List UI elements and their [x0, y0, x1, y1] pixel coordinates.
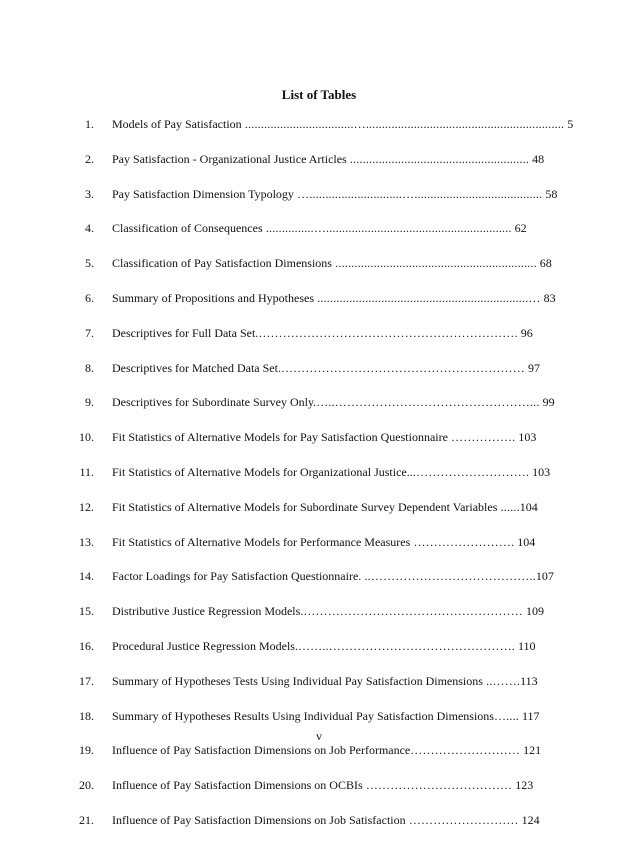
toc-entry-text: [112, 185, 562, 203]
toc-entry-text: [112, 289, 562, 307]
toc-entry-title: Fit Statistics of Alternative Models for Pay Satisfaction Questionnaire: [112, 430, 448, 445]
toc-entry-leader: ……..……………………………………….: [297, 638, 515, 653]
toc-row: [0, 393, 638, 428]
toc-entry-title: Influence of Pay Satisfaction Dimensions on Job Performance: [112, 743, 411, 758]
toc-entry-number: 12.: [79, 499, 94, 514]
toc-entry-number: 13.: [79, 534, 94, 549]
toc-entry-leader: …………………….: [410, 534, 515, 549]
toc-entry-page: 62: [511, 221, 527, 236]
toc-entry-title: Models of Pay Satisfaction: [112, 117, 242, 131]
page-number: v: [316, 729, 322, 743]
toc-entry-leader: ..…………………………………..: [361, 569, 536, 584]
toc-entry-text: [112, 498, 562, 516]
toc-entry-title: Fit Statistics of Alternative Models for Performance Measures: [112, 534, 411, 549]
toc-entry-text: [112, 776, 562, 794]
toc-row: [0, 219, 638, 254]
toc-row: [0, 533, 638, 568]
toc-row: [0, 115, 638, 150]
toc-entry-number: 6.: [85, 290, 94, 305]
toc-entry-title: Descriptives for Full Data Set.: [112, 325, 259, 340]
toc-entry-title: Descriptives for Matched Data Set.: [112, 360, 281, 375]
toc-entry-leader: ........................................................: [346, 151, 530, 166]
toc-entry-title: Classification of Pay Satisfaction Dimensions: [112, 256, 332, 271]
toc-entry-leader: ………………………: [410, 743, 521, 758]
toc-row: [0, 602, 638, 637]
toc-entry-leader: ..……………………….: [409, 464, 530, 479]
toc-entry-page: 117: [518, 708, 540, 723]
toc-entry-leader: …..…………………………………………...: [316, 395, 540, 410]
toc-entry-number: 2.: [85, 151, 94, 166]
toc-entry-page: 121: [520, 743, 542, 758]
toc-entry-number: 5.: [85, 256, 94, 271]
toc-entry-text: [112, 707, 562, 725]
toc-entry-leader: ……………………………………………………….: [258, 325, 518, 340]
toc-entry-number: 11.: [79, 464, 94, 479]
toc-row: [0, 567, 638, 602]
toc-row: [0, 185, 638, 220]
toc-entry-page: 113: [520, 673, 538, 688]
toc-entry-title: Pay Satisfaction - Organizational Justice Articles: [112, 151, 347, 166]
toc-entry-page: 124: [518, 812, 540, 827]
toc-entry-leader: …....: [493, 708, 519, 723]
toc-entry-title: Influence of Pay Satisfaction Dimensions on Job Satisfaction: [112, 812, 406, 827]
toc-entry-text: [112, 741, 562, 759]
toc-entry-page: 107: [535, 569, 554, 584]
toc-entry-leader: ………………………: [405, 812, 519, 827]
toc-entry-number: 1.: [85, 117, 94, 131]
toc-row: [0, 811, 638, 846]
toc-entry-leader: ………………………………………………: [303, 604, 523, 619]
toc-entry-page: 83: [540, 290, 556, 305]
toc-entry-text: [112, 428, 562, 446]
toc-row: [0, 741, 638, 776]
toc-entry-text: [112, 637, 562, 655]
toc-row: [0, 672, 638, 707]
toc-entry-number: 14.: [79, 569, 94, 584]
toc-entry-leader: ...............…..........................................................: [262, 221, 512, 236]
toc-row: [0, 254, 638, 289]
toc-entry-number: 20.: [79, 778, 94, 793]
toc-entry-number: 8.: [85, 360, 94, 375]
toc-entry-number: 9.: [85, 395, 94, 410]
toc-entry-number: 4.: [85, 221, 94, 236]
toc-row: [0, 359, 638, 394]
toc-entry-title: Distributive Justice Regression Models.: [112, 604, 304, 619]
toc-row: [0, 463, 638, 498]
toc-entry-number: 15.: [79, 604, 94, 619]
toc-row: [0, 637, 638, 672]
toc-entry-number: 18.: [79, 708, 94, 723]
toc-entry-text: [112, 463, 562, 481]
toc-entry-leader: ………………………………: [362, 778, 513, 793]
toc-entry-page: 99: [539, 395, 555, 410]
toc-entry-title: Influence of Pay Satisfaction Dimensions on OCBIs: [112, 778, 363, 793]
toc-entry-page: 97: [524, 360, 540, 375]
toc-entry-title: Summary of Hypotheses Tests Using Individual Pay Satisfaction Dimensions: [112, 673, 483, 688]
toc-entry-leader: ……………………………………………………: [280, 360, 525, 375]
toc-entry-text: [112, 219, 562, 237]
toc-entry-page: 110: [514, 638, 536, 653]
toc-entry-number: 21.: [79, 812, 94, 827]
toc-entry-text: [112, 811, 562, 829]
toc-entry-number: 10.: [79, 430, 94, 445]
toc-entry-text: [112, 602, 562, 620]
toc-entry-leader: ...............................................................: [331, 256, 537, 271]
toc-entry-number: 7.: [85, 325, 94, 340]
toc-row: [0, 498, 638, 533]
toc-entry-text: [112, 115, 574, 133]
toc-entry-title: Classification of Consequences: [112, 221, 263, 236]
toc-entry-page: 123: [512, 778, 534, 793]
toc-row: [0, 428, 638, 463]
toc-entry-page: 48: [529, 151, 545, 166]
toc-row: [0, 150, 638, 185]
toc-entry-number: 17.: [79, 673, 94, 688]
toc-row: [0, 289, 638, 324]
toc-entry-text: [112, 567, 562, 585]
toc-entry-page: 103: [515, 430, 537, 445]
toc-entry-text: [112, 254, 562, 272]
toc-entry-text: [112, 672, 562, 690]
toc-entry-page: 96: [517, 325, 533, 340]
toc-entry-page: 109: [522, 604, 544, 619]
toc-entry-title: Fit Statistics of Alternative Models for Organizational Justice.: [112, 464, 410, 479]
toc-entry-text: [112, 324, 562, 342]
toc-entry-page: 104: [514, 534, 536, 549]
toc-entry-number: 19.: [79, 743, 94, 758]
toc-entry-page: 58: [542, 186, 558, 201]
toc-entry-leader: ….............................…........................................: [293, 186, 543, 201]
page-title: List of Tables: [281, 87, 357, 102]
toc-entry-number: 3.: [85, 186, 94, 201]
toc-entry-leader: ..................................................................…: [314, 290, 541, 305]
toc-entry-page: 5: [564, 117, 574, 131]
toc-entry-leader: ..…….: [482, 673, 521, 688]
toc-entry-title: Summary of Hypotheses Results Using Individual Pay Satisfaction Dimensions: [112, 708, 494, 723]
toc-entry-page: 104: [519, 499, 538, 514]
toc-row: [0, 324, 638, 359]
toc-entry-number: 16.: [79, 638, 94, 653]
toc-entry-text: [112, 393, 562, 411]
toc-entry-title: Summary of Propositions and Hypotheses: [112, 290, 314, 305]
toc-entry-title: Procedural Justice Regression Models.: [112, 638, 298, 653]
toc-entry-title: Factor Loadings for Pay Satisfaction Questionnaire.: [112, 569, 362, 584]
toc-entry-leader: ......: [497, 499, 520, 514]
toc-entry-title: Pay Satisfaction Dimension Typology: [112, 186, 294, 201]
toc-entry-text: [112, 150, 562, 168]
toc-entry-leader: ..................................…..............................................................: [241, 117, 565, 131]
toc-entry-page: 103: [529, 464, 551, 479]
toc-entry-page: 68: [536, 256, 552, 271]
toc-entry-text: [112, 533, 562, 551]
toc-entry-title: Descriptives for Subordinate Survey Only.: [112, 395, 317, 410]
toc-entry-title: Fit Statistics of Alternative Models for Subordinate Survey Dependent Variables: [112, 499, 498, 514]
toc-entry-text: [112, 359, 562, 377]
toc-entry-leader: …………….: [447, 430, 516, 445]
toc-row: [0, 776, 638, 811]
